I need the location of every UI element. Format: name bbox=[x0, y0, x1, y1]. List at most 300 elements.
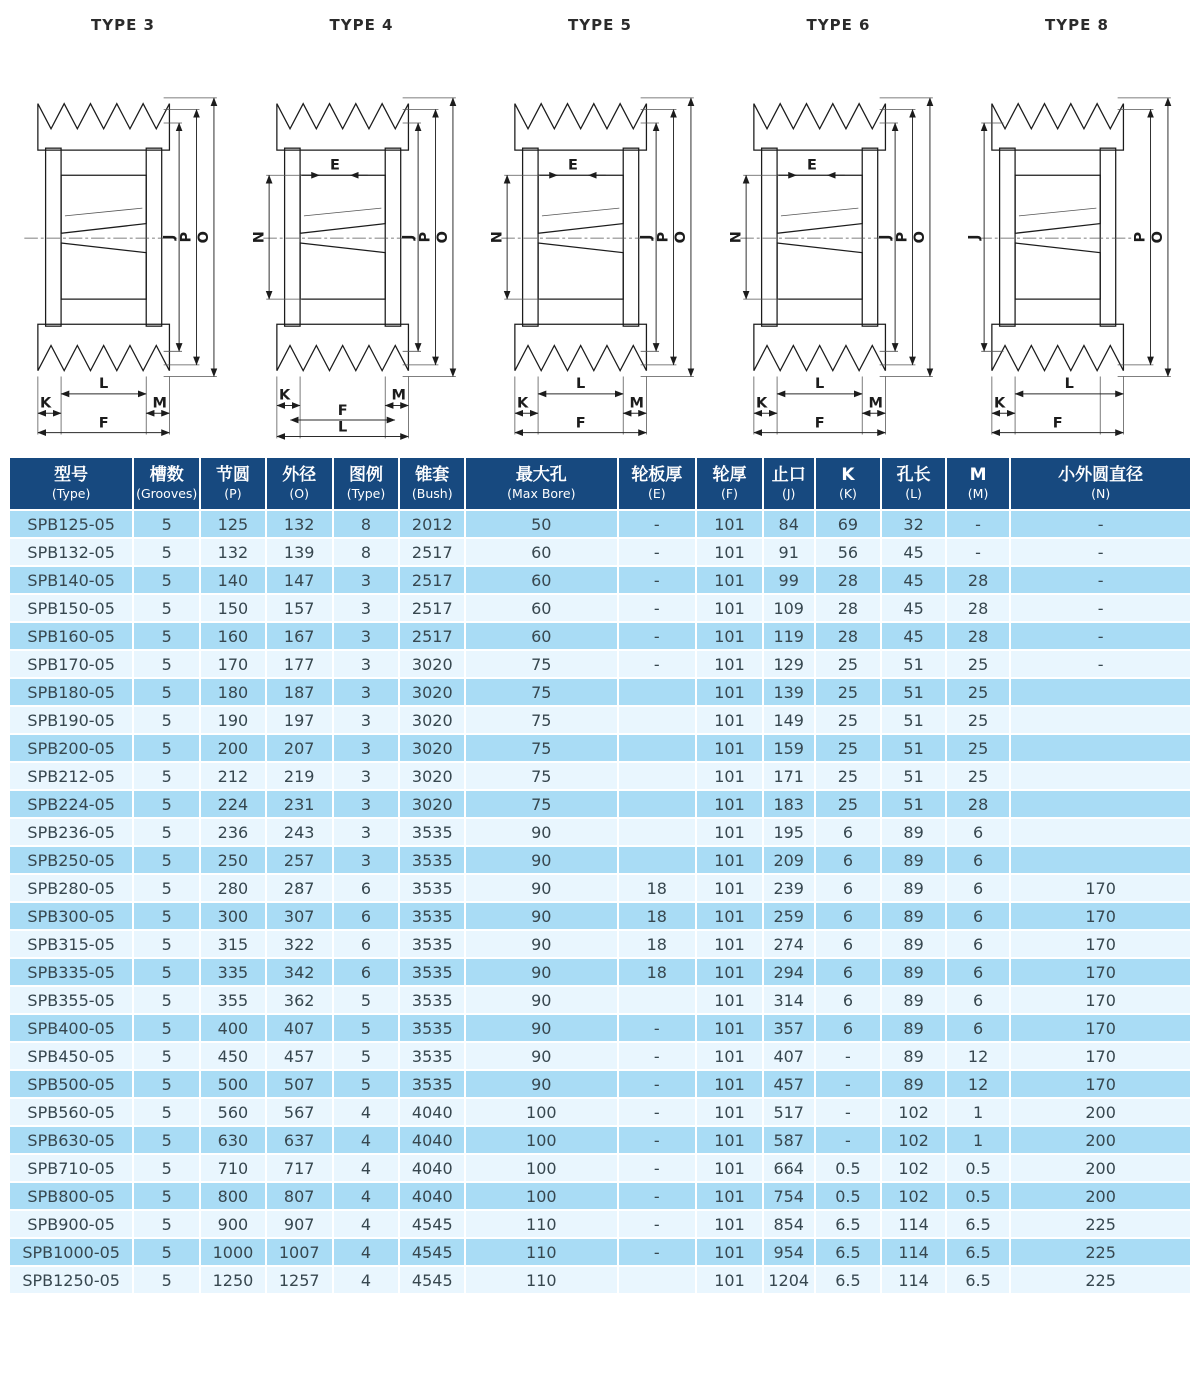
table-cell: SPB560-05 bbox=[9, 1098, 133, 1126]
table-cell: 3020 bbox=[399, 650, 465, 678]
table-cell: 45 bbox=[881, 594, 945, 622]
table-row bbox=[9, 1014, 1191, 1042]
table-cell: 69 bbox=[815, 510, 882, 538]
table-cell: 5 bbox=[133, 1182, 200, 1210]
table-cell: - bbox=[618, 1238, 697, 1266]
table-cell: 6 bbox=[333, 958, 400, 986]
table-cell: 3020 bbox=[399, 706, 465, 734]
table-cell: 0.5 bbox=[815, 1182, 882, 1210]
table-row bbox=[9, 510, 1191, 538]
table-cell: 6 bbox=[946, 874, 1010, 902]
table-cell: 45 bbox=[881, 566, 945, 594]
table-cell: - bbox=[618, 650, 697, 678]
table-row bbox=[9, 790, 1191, 818]
table-cell: 3020 bbox=[399, 790, 465, 818]
table-cell: 5 bbox=[333, 1070, 400, 1098]
col-header bbox=[946, 457, 1010, 510]
table-cell: 567 bbox=[266, 1098, 333, 1126]
table-cell: SPB200-05 bbox=[9, 734, 133, 762]
table-cell bbox=[1010, 762, 1191, 790]
table-cell: 60 bbox=[465, 566, 617, 594]
table-cell: 231 bbox=[266, 790, 333, 818]
table-cell: 5 bbox=[333, 1014, 400, 1042]
dimension-label: O bbox=[1150, 230, 1167, 244]
col-header-cn: M bbox=[969, 465, 987, 485]
table-cell: 250 bbox=[200, 846, 266, 874]
table-cell: 400 bbox=[200, 1014, 266, 1042]
table-cell: 8 bbox=[333, 510, 400, 538]
col-header-cn: 锥套 bbox=[415, 465, 450, 485]
table-cell: - bbox=[618, 1014, 697, 1042]
table-cell: 114 bbox=[881, 1266, 945, 1294]
table-cell bbox=[1010, 678, 1191, 706]
table-cell: SPB400-05 bbox=[9, 1014, 133, 1042]
table-cell: 90 bbox=[465, 930, 617, 958]
table-cell: 5 bbox=[133, 958, 200, 986]
table-cell: 4040 bbox=[399, 1154, 465, 1182]
table-cell: - bbox=[618, 538, 697, 566]
table-cell: 75 bbox=[465, 790, 617, 818]
table-row bbox=[9, 958, 1191, 986]
table-cell: 4 bbox=[333, 1210, 400, 1238]
table-cell: SPB450-05 bbox=[9, 1042, 133, 1070]
table-cell: 2517 bbox=[399, 538, 465, 566]
table-cell: 90 bbox=[465, 818, 617, 846]
drawing-title: TYPE 6 bbox=[806, 16, 871, 34]
table-row bbox=[9, 930, 1191, 958]
table-row bbox=[9, 1042, 1191, 1070]
table-cell: 160 bbox=[200, 622, 266, 650]
table-cell: 170 bbox=[200, 650, 266, 678]
table-cell: 3535 bbox=[399, 846, 465, 874]
table-cell: 4 bbox=[333, 1098, 400, 1126]
col-header-en: (Type) bbox=[346, 486, 386, 502]
table-cell: 560 bbox=[200, 1098, 266, 1126]
dimension-label: F bbox=[1052, 415, 1063, 432]
table-cell: 4545 bbox=[399, 1210, 465, 1238]
table-cell: 90 bbox=[465, 958, 617, 986]
dimension-label: M bbox=[629, 395, 644, 412]
table-cell: 209 bbox=[763, 846, 815, 874]
table-cell: 664 bbox=[763, 1154, 815, 1182]
table-cell: 28 bbox=[946, 622, 1010, 650]
col-header-en: (L) bbox=[905, 486, 922, 502]
table-cell: 6 bbox=[946, 902, 1010, 930]
dimension-label: K bbox=[278, 387, 290, 404]
table-cell: 257 bbox=[266, 846, 333, 874]
table-cell: 25 bbox=[815, 706, 882, 734]
table-cell: 101 bbox=[696, 1266, 763, 1294]
table-cell: 5 bbox=[133, 790, 200, 818]
table-cell: 637 bbox=[266, 1126, 333, 1154]
pulley-drawing bbox=[481, 34, 719, 450]
table-cell: 225 bbox=[1010, 1266, 1191, 1294]
table-cell: 25 bbox=[815, 734, 882, 762]
table-cell: 170 bbox=[1010, 930, 1191, 958]
table-cell: - bbox=[815, 1070, 882, 1098]
col-header-en: (O) bbox=[289, 486, 309, 502]
table-cell: 150 bbox=[200, 594, 266, 622]
table-cell: 100 bbox=[465, 1154, 617, 1182]
dimension-label: P bbox=[178, 231, 195, 243]
pulley-drawing bbox=[243, 34, 481, 450]
table-cell: 110 bbox=[465, 1238, 617, 1266]
table-row bbox=[9, 678, 1191, 706]
col-header-cn: 轮厚 bbox=[712, 465, 747, 485]
table-cell bbox=[1010, 734, 1191, 762]
table-cell: 4 bbox=[333, 1266, 400, 1294]
table-cell: 89 bbox=[881, 958, 945, 986]
table-cell: - bbox=[1010, 510, 1191, 538]
table-cell: 50 bbox=[465, 510, 617, 538]
table-cell: 129 bbox=[763, 650, 815, 678]
table-cell: 102 bbox=[881, 1182, 945, 1210]
table-cell: 101 bbox=[696, 874, 763, 902]
dimension-label: F bbox=[575, 415, 586, 432]
table-cell: SPB170-05 bbox=[9, 650, 133, 678]
table-cell: 159 bbox=[763, 734, 815, 762]
table-cell: 170 bbox=[1010, 874, 1191, 902]
dimension-label: L bbox=[99, 376, 109, 393]
table-cell: 754 bbox=[763, 1182, 815, 1210]
table-cell: 51 bbox=[881, 790, 945, 818]
table-cell: 954 bbox=[763, 1238, 815, 1266]
table-cell: 157 bbox=[266, 594, 333, 622]
table-row bbox=[9, 818, 1191, 846]
table-cell: 800 bbox=[200, 1182, 266, 1210]
dimension-label: P bbox=[1132, 231, 1149, 243]
table-cell: 60 bbox=[465, 538, 617, 566]
table-cell: 4 bbox=[333, 1182, 400, 1210]
table-cell: 167 bbox=[266, 622, 333, 650]
dimension-label: J bbox=[966, 234, 983, 240]
table-cell: 322 bbox=[266, 930, 333, 958]
table-cell: 197 bbox=[266, 706, 333, 734]
dimension-label: F bbox=[98, 415, 109, 432]
col-header-cn: 止口 bbox=[771, 465, 806, 485]
table-cell: 28 bbox=[946, 790, 1010, 818]
table-cell: 5 bbox=[133, 650, 200, 678]
table-cell: 3 bbox=[333, 818, 400, 846]
table-cell: 587 bbox=[763, 1126, 815, 1154]
col-header bbox=[399, 457, 465, 510]
table-cell: 18 bbox=[618, 930, 697, 958]
table-cell: 119 bbox=[763, 622, 815, 650]
table-cell: SPB150-05 bbox=[9, 594, 133, 622]
drawing-title: TYPE 5 bbox=[568, 16, 632, 34]
table-cell: 18 bbox=[618, 902, 697, 930]
table-cell: 45 bbox=[881, 622, 945, 650]
table-cell: SPB180-05 bbox=[9, 678, 133, 706]
table-cell: 0.5 bbox=[815, 1154, 882, 1182]
table-cell: 0.5 bbox=[946, 1182, 1010, 1210]
table-cell: 6 bbox=[815, 958, 882, 986]
table-cell: 6 bbox=[815, 1014, 882, 1042]
table-cell: 5 bbox=[133, 538, 200, 566]
table-cell: 5 bbox=[133, 1042, 200, 1070]
table-cell: 5 bbox=[133, 622, 200, 650]
col-header-en: (P) bbox=[224, 486, 242, 502]
table-cell: 6 bbox=[333, 902, 400, 930]
table-row bbox=[9, 1070, 1191, 1098]
table-cell: 200 bbox=[1010, 1098, 1191, 1126]
table-cell: 45 bbox=[881, 538, 945, 566]
table-cell: 75 bbox=[465, 706, 617, 734]
table-cell: 101 bbox=[696, 1154, 763, 1182]
table-cell: 171 bbox=[763, 762, 815, 790]
dimension-label: P bbox=[417, 231, 434, 243]
table-cell: 3 bbox=[333, 846, 400, 874]
table-cell: 5 bbox=[133, 1014, 200, 1042]
table-cell: 3 bbox=[333, 622, 400, 650]
dimension-label: E bbox=[806, 157, 817, 174]
table-cell bbox=[618, 790, 697, 818]
table-cell: 3535 bbox=[399, 818, 465, 846]
table-row bbox=[9, 1154, 1191, 1182]
pulley-drawing bbox=[958, 34, 1196, 450]
table-cell: 51 bbox=[881, 678, 945, 706]
table-cell: 170 bbox=[1010, 986, 1191, 1014]
table-cell: 25 bbox=[815, 790, 882, 818]
table-cell: - bbox=[618, 1042, 697, 1070]
table-cell: 89 bbox=[881, 986, 945, 1014]
table-cell: SPB125-05 bbox=[9, 510, 133, 538]
table-cell: 900 bbox=[200, 1210, 266, 1238]
table-cell: 170 bbox=[1010, 902, 1191, 930]
table-cell: 25 bbox=[815, 650, 882, 678]
col-header-en: (Max Bore) bbox=[507, 486, 576, 502]
table-cell: 3020 bbox=[399, 734, 465, 762]
col-header-en: (Grooves) bbox=[136, 486, 198, 502]
table-cell: 101 bbox=[696, 706, 763, 734]
table-cell: 12 bbox=[946, 1042, 1010, 1070]
table-cell: 6 bbox=[815, 986, 882, 1014]
table-cell bbox=[1010, 818, 1191, 846]
table-cell: 1 bbox=[946, 1098, 1010, 1126]
table-cell: 314 bbox=[763, 986, 815, 1014]
table-cell: 259 bbox=[763, 902, 815, 930]
col-header bbox=[1010, 457, 1191, 510]
table-cell: SPB1250-05 bbox=[9, 1266, 133, 1294]
table-cell: 180 bbox=[200, 678, 266, 706]
table-cell: 101 bbox=[696, 846, 763, 874]
table-cell: 5 bbox=[133, 1266, 200, 1294]
table-cell: 28 bbox=[946, 566, 1010, 594]
table-cell: 110 bbox=[465, 1210, 617, 1238]
table-cell: 5 bbox=[133, 1238, 200, 1266]
table-cell: 4 bbox=[333, 1238, 400, 1266]
pulley-drawing bbox=[4, 34, 242, 450]
table-cell: 6 bbox=[946, 1014, 1010, 1042]
table-cell: 355 bbox=[200, 986, 266, 1014]
table-cell: 101 bbox=[696, 902, 763, 930]
table-cell: 183 bbox=[763, 790, 815, 818]
table-cell: 5 bbox=[133, 1126, 200, 1154]
dimension-label: E bbox=[329, 157, 340, 174]
table-cell: 25 bbox=[946, 762, 1010, 790]
drawing-title: TYPE 8 bbox=[1045, 16, 1109, 34]
table-cell: 3535 bbox=[399, 930, 465, 958]
table-cell: 101 bbox=[696, 986, 763, 1014]
table-cell bbox=[1010, 790, 1191, 818]
table-cell: 89 bbox=[881, 846, 945, 874]
table-cell: SPB800-05 bbox=[9, 1182, 133, 1210]
table-row bbox=[9, 538, 1191, 566]
table-cell: 0.5 bbox=[946, 1154, 1010, 1182]
drawing-title: TYPE 3 bbox=[91, 16, 155, 34]
table-cell: 224 bbox=[200, 790, 266, 818]
pulley-drawing bbox=[720, 34, 958, 450]
table-cell bbox=[618, 846, 697, 874]
table-cell: 90 bbox=[465, 846, 617, 874]
table-cell: 3 bbox=[333, 706, 400, 734]
table-cell: 4 bbox=[333, 1126, 400, 1154]
spec-table-head bbox=[9, 457, 1191, 510]
table-cell: 5 bbox=[133, 874, 200, 902]
table-cell: SPB190-05 bbox=[9, 706, 133, 734]
dimension-label: F bbox=[814, 415, 825, 432]
table-cell: 5 bbox=[133, 734, 200, 762]
table-cell: 140 bbox=[200, 566, 266, 594]
drawings-row bbox=[0, 0, 1200, 452]
table-row bbox=[9, 986, 1191, 1014]
table-cell: 5 bbox=[133, 1098, 200, 1126]
table-cell: 5 bbox=[333, 986, 400, 1014]
col-header bbox=[9, 457, 133, 510]
table-row bbox=[9, 874, 1191, 902]
table-cell: 101 bbox=[696, 538, 763, 566]
col-header bbox=[333, 457, 400, 510]
dimension-label: K bbox=[39, 395, 52, 412]
table-cell: 187 bbox=[266, 678, 333, 706]
col-header-en: (K) bbox=[838, 486, 857, 502]
table-cell: 25 bbox=[946, 734, 1010, 762]
table-cell: 100 bbox=[465, 1182, 617, 1210]
dimension-label: O bbox=[196, 230, 213, 244]
table-row bbox=[9, 1126, 1191, 1154]
table-cell: 56 bbox=[815, 538, 882, 566]
table-cell: 25 bbox=[815, 762, 882, 790]
table-cell: 90 bbox=[465, 986, 617, 1014]
table-cell: 101 bbox=[696, 622, 763, 650]
table-cell: - bbox=[618, 1154, 697, 1182]
drawing-panel bbox=[243, 10, 481, 450]
table-cell: 125 bbox=[200, 510, 266, 538]
table-cell: 5 bbox=[133, 1154, 200, 1182]
table-cell: 225 bbox=[1010, 1210, 1191, 1238]
table-cell: 6 bbox=[946, 930, 1010, 958]
table-row bbox=[9, 622, 1191, 650]
table-cell: 51 bbox=[881, 650, 945, 678]
table-cell: 101 bbox=[696, 762, 763, 790]
table-cell: SPB132-05 bbox=[9, 538, 133, 566]
table-cell: 6 bbox=[946, 986, 1010, 1014]
table-cell: 147 bbox=[266, 566, 333, 594]
table-cell: 170 bbox=[1010, 1014, 1191, 1042]
table-cell: 407 bbox=[266, 1014, 333, 1042]
table-cell: 294 bbox=[763, 958, 815, 986]
table-cell: 5 bbox=[133, 846, 200, 874]
dimension-label: O bbox=[673, 230, 690, 244]
table-cell: 89 bbox=[881, 902, 945, 930]
table-cell: 2012 bbox=[399, 510, 465, 538]
table-cell: 6.5 bbox=[815, 1210, 882, 1238]
dimension-label: J bbox=[638, 234, 655, 240]
table-row bbox=[9, 734, 1191, 762]
table-cell: 1 bbox=[946, 1126, 1010, 1154]
table-cell: 170 bbox=[1010, 1070, 1191, 1098]
dimension-label: M bbox=[152, 395, 167, 412]
table-cell bbox=[618, 678, 697, 706]
table-cell: SPB315-05 bbox=[9, 930, 133, 958]
table-cell: 710 bbox=[200, 1154, 266, 1182]
table-cell: 4040 bbox=[399, 1182, 465, 1210]
dimension-label: N bbox=[250, 231, 267, 244]
table-cell: 6 bbox=[815, 874, 882, 902]
table-row bbox=[9, 846, 1191, 874]
table-cell: 5 bbox=[133, 566, 200, 594]
table-cell: 200 bbox=[200, 734, 266, 762]
table-cell: 51 bbox=[881, 734, 945, 762]
table-cell: 4040 bbox=[399, 1126, 465, 1154]
col-header bbox=[133, 457, 200, 510]
table-cell: 101 bbox=[696, 734, 763, 762]
col-header bbox=[200, 457, 266, 510]
dimension-label: K bbox=[755, 395, 767, 412]
table-cell bbox=[618, 986, 697, 1014]
table-cell: SPB630-05 bbox=[9, 1126, 133, 1154]
dimension-label: N bbox=[727, 231, 744, 244]
table-cell: 101 bbox=[696, 1182, 763, 1210]
table-cell: - bbox=[946, 538, 1010, 566]
table-cell: 170 bbox=[1010, 958, 1191, 986]
drawing-panel bbox=[720, 10, 958, 450]
table-row bbox=[9, 566, 1191, 594]
table-cell: 3 bbox=[333, 734, 400, 762]
table-cell: 51 bbox=[881, 706, 945, 734]
table-cell: 3020 bbox=[399, 762, 465, 790]
table-cell: 101 bbox=[696, 790, 763, 818]
table-cell: 3 bbox=[333, 566, 400, 594]
table-cell: SPB140-05 bbox=[9, 566, 133, 594]
col-header-cn: 槽数 bbox=[149, 465, 184, 485]
table-cell: - bbox=[815, 1042, 882, 1070]
table-cell: SPB710-05 bbox=[9, 1154, 133, 1182]
table-row bbox=[9, 1182, 1191, 1210]
table-cell: 5 bbox=[133, 1070, 200, 1098]
table-cell: - bbox=[618, 566, 697, 594]
table-cell: 89 bbox=[881, 930, 945, 958]
table-cell: 101 bbox=[696, 1126, 763, 1154]
table-cell: SPB280-05 bbox=[9, 874, 133, 902]
table-cell: SPB212-05 bbox=[9, 762, 133, 790]
table-cell: 195 bbox=[763, 818, 815, 846]
dimension-label: M bbox=[391, 387, 406, 404]
table-cell: 3535 bbox=[399, 902, 465, 930]
table-cell: 18 bbox=[618, 874, 697, 902]
table-cell: 630 bbox=[200, 1126, 266, 1154]
table-cell: - bbox=[618, 594, 697, 622]
spec-table-body bbox=[9, 510, 1191, 1294]
drawing-title: TYPE 4 bbox=[329, 16, 394, 34]
table-cell: 6 bbox=[946, 818, 1010, 846]
table-cell: SPB355-05 bbox=[9, 986, 133, 1014]
table-cell bbox=[1010, 846, 1191, 874]
table-cell: 6 bbox=[946, 846, 1010, 874]
table-cell: 3 bbox=[333, 762, 400, 790]
table-cell: 75 bbox=[465, 650, 617, 678]
dimension-label: N bbox=[489, 231, 506, 244]
